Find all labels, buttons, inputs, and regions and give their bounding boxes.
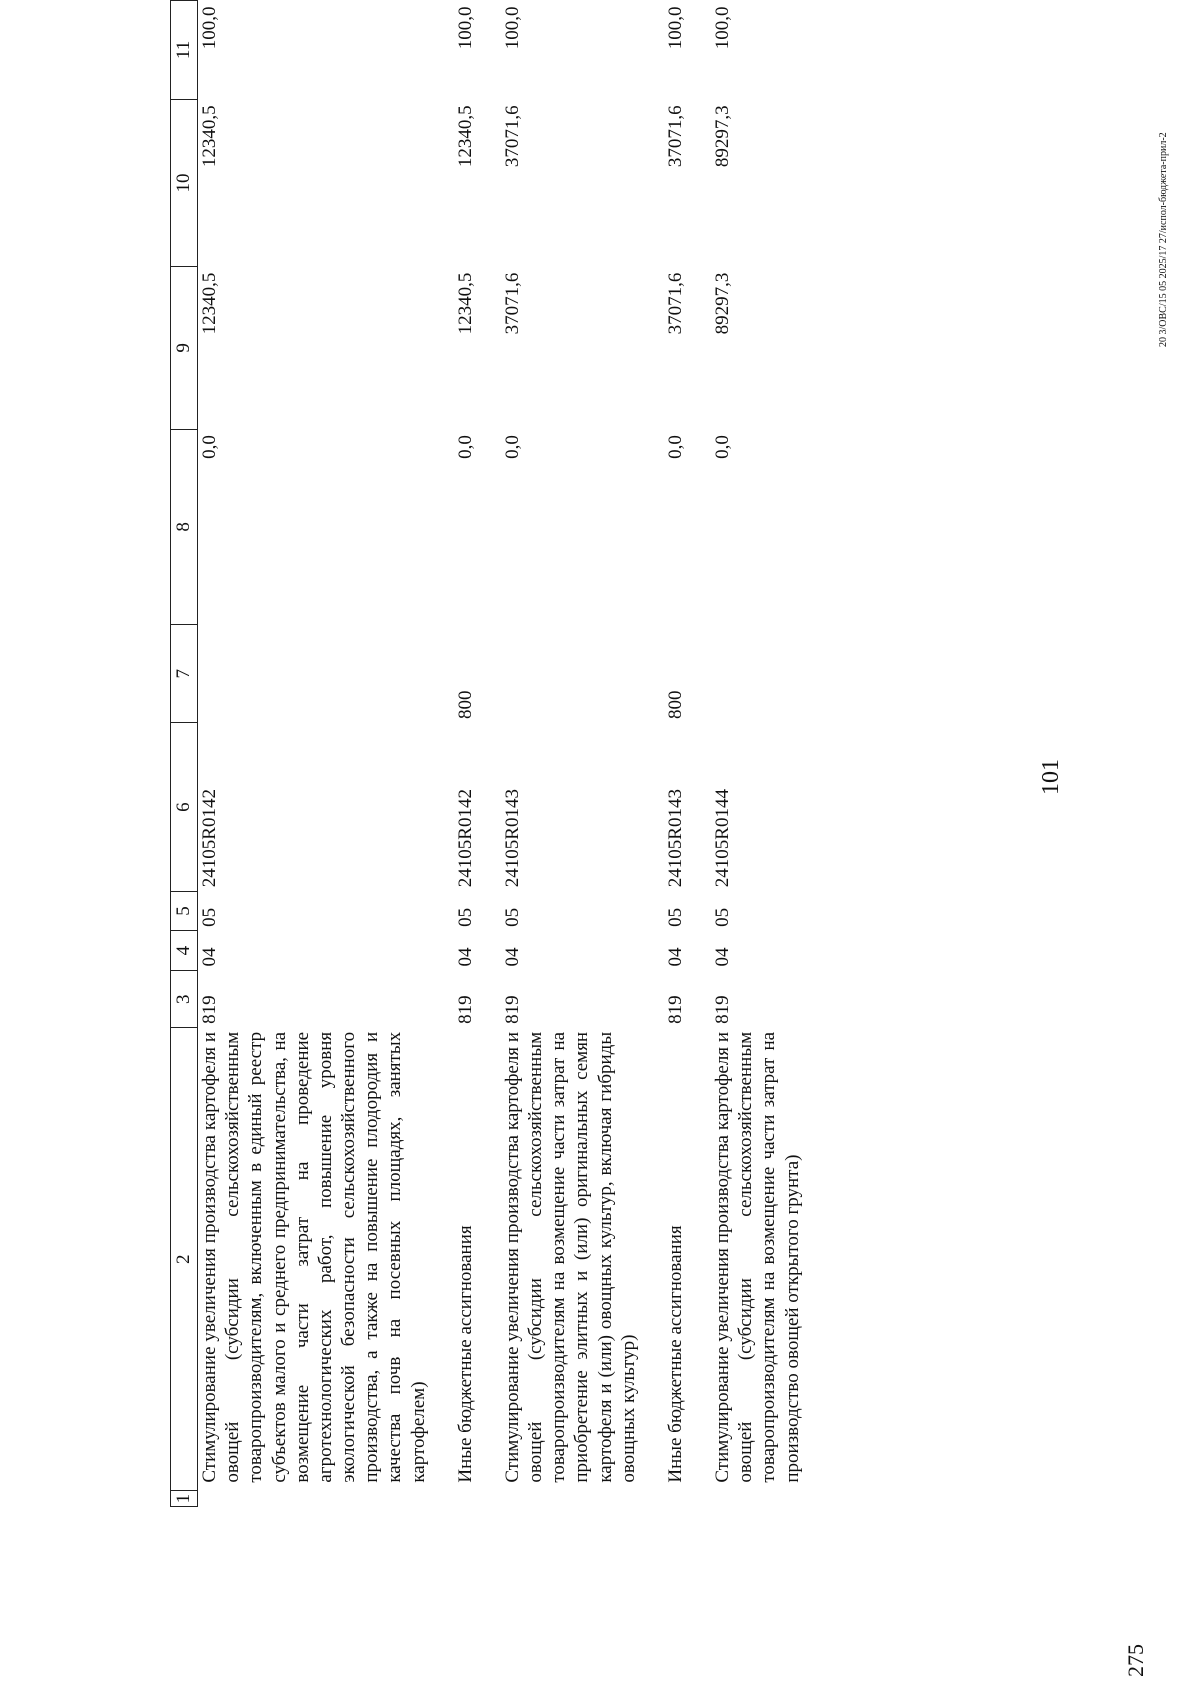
cell-col-11: 100,0 <box>199 6 220 50</box>
row-name: Стимулирование увеличения производства картофеля и овощей (субсидии сельскохозяйственным товаропроизводителям на возмещение части затрат на приобретение элитных и (или) оригинальных семян картофеля и (или) овощных культур, включая гибриды овощных культур) <box>501 1031 639 1483</box>
header-col-7: 7 <box>171 625 198 723</box>
cell-col-7: 800 <box>454 690 476 719</box>
cell-col-8: 0,0 <box>199 435 220 459</box>
cell-col-10: 37071,6 <box>501 105 523 168</box>
cell-col-10: 12340,5 <box>199 105 220 168</box>
header-col-11: 11 <box>171 1 198 100</box>
cell-col-6: 24105R0143 <box>664 789 686 888</box>
budget-table <box>170 0 804 1507</box>
cell-col-9: 37071,6 <box>501 272 523 335</box>
cell-col-5: 05 <box>501 907 523 927</box>
header-col-10: 10 <box>171 99 198 266</box>
cell-col-10: 12340,5 <box>454 105 476 168</box>
cell-col-10: 37071,6 <box>664 105 686 168</box>
table-row <box>198 1 454 1507</box>
cell-col-7: 800 <box>664 690 686 719</box>
cell-col-7 <box>198 625 454 723</box>
row-name: Иные бюджетные ассигнования <box>454 1225 476 1483</box>
cell-col-4: 04 <box>712 947 734 967</box>
header-col-5: 5 <box>171 891 198 931</box>
cell-col-11: 100,0 <box>712 6 734 50</box>
cell-col-9: 37071,6 <box>664 272 686 335</box>
cell-col-8: 0,0 <box>712 435 734 459</box>
cell-col-9: 12340,5 <box>199 272 220 335</box>
document-code: 20 3/ОВС/15 05 2025/17 27/испол-бюджета-прил-2 <box>1158 132 1169 347</box>
cell-col-3: 819 <box>454 995 476 1024</box>
cell-col-9: 89297,3 <box>712 272 734 335</box>
cell-col-4: 04 <box>454 947 476 967</box>
header-col-4: 4 <box>171 931 198 971</box>
header-col-2: 2 <box>171 1028 198 1491</box>
header-col-8: 8 <box>171 429 198 625</box>
cell-col-4: 04 <box>199 947 220 967</box>
row-name: Иные бюджетные ассигнования <box>664 1225 686 1483</box>
cell-col-6: 24105R0142 <box>199 789 220 888</box>
header-col-3: 3 <box>171 970 198 1027</box>
header-col-1: 1 <box>171 1491 198 1507</box>
page-number-top: 101 <box>1038 759 1064 795</box>
cell-col-7 <box>711 625 804 723</box>
cell-col-6: 24105R0143 <box>501 789 523 888</box>
row-name: Стимулирование увеличения производства картофеля и овощей (субсидии сельскохозяйственным товаропроизводителям на возмещение части затрат на производство овощей открытого грунта) <box>712 1031 803 1483</box>
cell-col-5: 05 <box>664 907 686 927</box>
cell-col-11: 100,0 <box>454 6 476 50</box>
cell-col-10: 89297,3 <box>712 105 734 168</box>
cell-col-3: 819 <box>664 995 686 1024</box>
header-col-9: 9 <box>171 267 198 429</box>
cell-col-3: 819 <box>199 995 220 1024</box>
cell-col-9: 12340,5 <box>454 272 476 335</box>
cell-col-3: 819 <box>712 995 734 1024</box>
cell-col-5: 05 <box>712 907 734 927</box>
table-header-row <box>171 1 198 1507</box>
row-name: Стимулирование увеличения производства картофеля и овощей (субсидии сельскохозяйственным товаропроизводителям, включенным в единый реестр субъектов малого и среднего предпринимательства, на возмещение части затрат на проведение агротехнологических работ, повышение уровня экологической безопасности сельскохозяйственного производства, а также на повышение плодородия и качества почв на посевных площадях, занятых картофелем) <box>199 1031 429 1483</box>
cell-col-6: 24105R0144 <box>712 789 734 888</box>
cell-col-4: 04 <box>664 947 686 967</box>
cell-col-8: 0,0 <box>664 435 686 459</box>
cell-col-8: 0,0 <box>501 435 523 459</box>
cell-col-7 <box>501 625 664 723</box>
cell-col-5: 05 <box>454 907 476 927</box>
cell-col-4: 04 <box>501 947 523 967</box>
table-row <box>454 1 501 1507</box>
table-row <box>711 1 804 1507</box>
cell-col-6: 24105R0142 <box>454 789 476 888</box>
table-row <box>501 1 664 1507</box>
cell-col-5: 05 <box>199 907 220 927</box>
cell-col-8: 0,0 <box>454 435 476 459</box>
header-col-6: 6 <box>171 723 198 891</box>
cell-col-3: 819 <box>501 995 523 1024</box>
cell-col-11: 100,0 <box>664 6 686 50</box>
table-row <box>664 1 711 1507</box>
page-number-bottom: 275 <box>1123 1644 1148 1677</box>
cell-col-11: 100,0 <box>501 6 523 50</box>
